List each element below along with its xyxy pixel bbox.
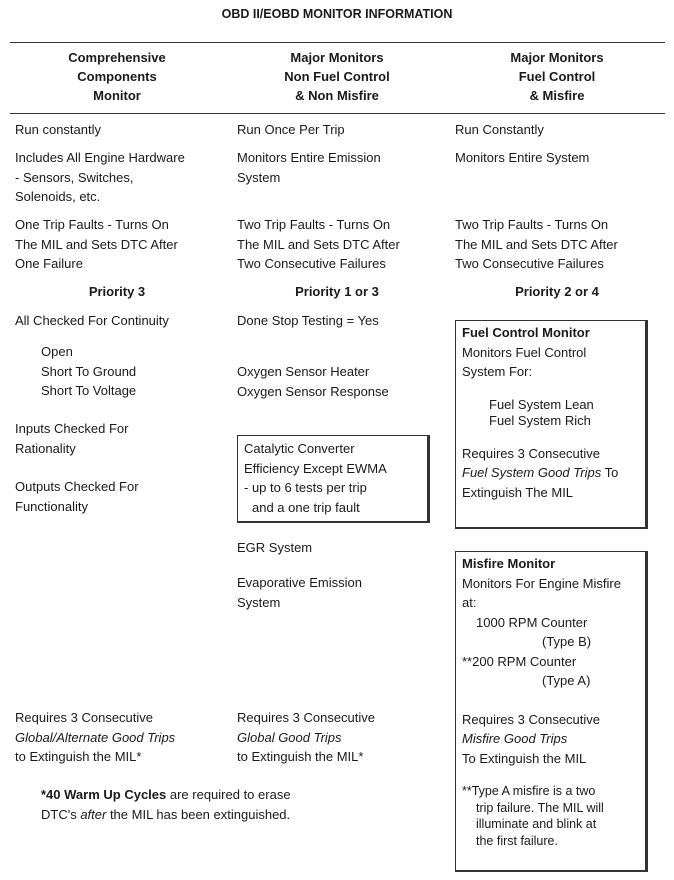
col3-header: [482, 48, 632, 105]
col1-requires-italic: Global/Alternate Good Trips: [15, 729, 176, 745]
col3-header-line1: Major Monitors: [510, 50, 604, 65]
fuel-control-requires-italic: Fuel System Good Trips: [462, 465, 602, 480]
col2-header-line3: & Non Misfire: [295, 88, 379, 103]
col1-includes-line3: Solenoids, etc.: [15, 189, 101, 204]
fuel-control-line2: System For:: [462, 364, 533, 379]
warmup-note: [41, 785, 291, 824]
col2-requires: [237, 708, 375, 767]
col1-short-ground: Short To Ground: [41, 363, 137, 379]
header-bottom-rule: [10, 113, 665, 114]
col2-monitors-line1: Monitors Entire Emission: [237, 150, 381, 165]
misfire-requires-line1: Requires 3 Consecutive: [462, 711, 601, 727]
col2-trip: [237, 215, 400, 274]
col2-header-line2: Non Fuel Control: [284, 69, 390, 84]
col1-trip-line3: One Failure: [15, 256, 83, 271]
col1-priority: Priority 3: [88, 284, 146, 299]
col1-requires-line3: to Extinguish the MIL*: [15, 749, 142, 764]
col2-requires-line2: [237, 728, 375, 748]
misfire-200-rpm: **200 RPM Counter: [462, 653, 577, 669]
col1-trip-line2: The MIL and Sets DTC After: [15, 236, 178, 252]
warmup-note-rest: are required to erase: [166, 787, 291, 802]
type-a-note: [462, 783, 621, 849]
col1-outputs-line1: Outputs Checked For: [15, 479, 139, 494]
col2-monitors: [237, 148, 381, 187]
col3-trip-line3: Two Consecutive Failures: [455, 256, 604, 271]
col3-priority: Priority 2 or 4: [515, 284, 599, 299]
warmup-note-dtc: DTC's: [41, 806, 81, 822]
col1-header-line2: Components: [77, 69, 157, 84]
misfire-title: Misfire Monitor: [462, 556, 556, 571]
warmup-note-line1: [41, 785, 291, 805]
fuel-control-requires-to: To: [601, 465, 619, 480]
col1-requires: [15, 708, 175, 767]
col2-oxygen-heater: Oxygen Sensor Heater: [237, 364, 370, 379]
col1-inputs-line1: Inputs Checked For: [15, 421, 129, 436]
fuel-control-monitor-box: [455, 320, 648, 529]
fuel-control-line1: Monitors Fuel Control: [462, 344, 587, 360]
col3-run: Run Constantly: [455, 122, 544, 137]
catalytic-converter-box: [237, 435, 430, 523]
col1-continuity: All Checked For Continuity: [15, 313, 169, 328]
col1-open: Open: [41, 344, 73, 359]
col2-oxygen-response: Oxygen Sensor Response: [237, 383, 389, 399]
col1-requires-line1: Requires 3 Consecutive: [15, 710, 154, 725]
catalytic-line2: Efficiency Except EWMA: [244, 460, 387, 476]
col2-priority: Priority 1 or 3: [295, 284, 379, 299]
warmup-note-tail: the MIL has been extinguished.: [106, 806, 291, 822]
col1-trip: [15, 215, 178, 274]
col3-trip-line2: The MIL and Sets DTC After: [455, 236, 618, 252]
col1-trip-line1: One Trip Faults - Turns On: [15, 217, 169, 232]
fuel-control-requires-line1: Requires 3 Consecutive: [462, 445, 601, 461]
col2-trip-line2: The MIL and Sets DTC After: [237, 236, 400, 252]
col1-inputs: [15, 419, 128, 458]
col2-evap-line2: System: [237, 594, 281, 610]
col3-header-line2: Fuel Control: [518, 69, 596, 84]
col3-monitors: Monitors Entire System: [455, 150, 590, 165]
col2-run: Run Once Per Trip: [237, 122, 345, 137]
fuel-control-requires-line3: Extinguish The MIL: [462, 484, 574, 500]
col1-includes-line1: Includes All Engine Hardware: [15, 150, 185, 165]
col1-includes: [15, 148, 185, 207]
col1-short-voltage: Short To Voltage: [41, 383, 137, 398]
col2-monitors-line2: System: [237, 169, 281, 185]
col2-egr: EGR System: [237, 540, 313, 555]
catalytic-line1: Catalytic Converter: [244, 441, 355, 456]
misfire-type-b: (Type B): [542, 634, 592, 649]
type-a-note-line2: trip failure. The MIL will: [476, 800, 604, 815]
col1-outputs-line2: Functionality: [15, 498, 88, 514]
col2-trip-line1: Two Trip Faults - Turns On: [237, 217, 391, 232]
col3-header-line3: & Misfire: [529, 88, 585, 103]
col1-inputs-line2: Rationality: [15, 440, 76, 456]
fuel-control-title: Fuel Control Monitor: [462, 325, 590, 340]
col2-evap: [237, 573, 362, 612]
col2-evap-line1: Evaporative Emission: [237, 575, 362, 590]
type-a-note-line4: the first failure.: [476, 833, 558, 848]
col1-continuity-list: [41, 342, 136, 401]
misfire-requires-line2: [462, 729, 621, 749]
col2-header: [262, 48, 412, 105]
col1-run: Run constantly: [15, 122, 101, 137]
misfire-1000-rpm: 1000 RPM Counter: [476, 614, 588, 630]
col2-requires-line3: to Extinguish the MIL*: [237, 749, 364, 764]
col2-done-stop: Done Stop Testing = Yes: [237, 313, 379, 328]
col2-requires-italic: Global Good Trips: [237, 729, 342, 745]
misfire-type-a: (Type A): [542, 673, 591, 688]
warmup-note-line2: [41, 805, 291, 825]
misfire-monitor-box: [455, 551, 648, 872]
col3-trip-line1: Two Trip Faults - Turns On: [455, 217, 609, 232]
misfire-requires-italic: Misfire Good Trips: [462, 731, 568, 746]
fuel-system-lean: Fuel System Lean: [489, 396, 594, 412]
col1-includes-line2: - Sensors, Switches,: [15, 169, 134, 185]
col1-outputs: [15, 477, 139, 516]
fuel-system-rich: Fuel System Rich: [489, 412, 591, 428]
page-title: OBD II/EOBD MONITOR INFORMATION: [221, 7, 453, 21]
misfire-requires-line3: To Extinguish the MIL: [462, 750, 587, 766]
warmup-note-bold: *40 Warm Up Cycles: [41, 787, 167, 802]
col1-requires-line2: [15, 728, 175, 748]
misfire-line2: at:: [462, 595, 477, 610]
misfire-line1: Monitors For Engine Misfire: [462, 575, 621, 591]
header-top-rule: [10, 42, 665, 43]
col3-trip: [455, 215, 618, 274]
type-a-note-line1: **Type A misfire is a two: [462, 784, 596, 798]
warmup-note-after: after: [80, 806, 107, 822]
catalytic-line4: and a one trip fault: [252, 499, 360, 515]
col2-oxygen: [237, 362, 389, 401]
col2-requires-line1: Requires 3 Consecutive: [237, 710, 376, 725]
col1-header-line1: Comprehensive: [68, 50, 166, 65]
col2-header-line1: Major Monitors: [290, 50, 384, 65]
col1-header: [40, 48, 194, 105]
col2-trip-line3: Two Consecutive Failures: [237, 256, 386, 271]
col1-header-line3: Monitor: [93, 88, 141, 103]
type-a-note-line3: illuminate and blink at: [476, 817, 597, 831]
catalytic-line3: - up to 6 tests per trip: [244, 480, 367, 495]
fuel-control-requires-line2: [462, 463, 618, 483]
